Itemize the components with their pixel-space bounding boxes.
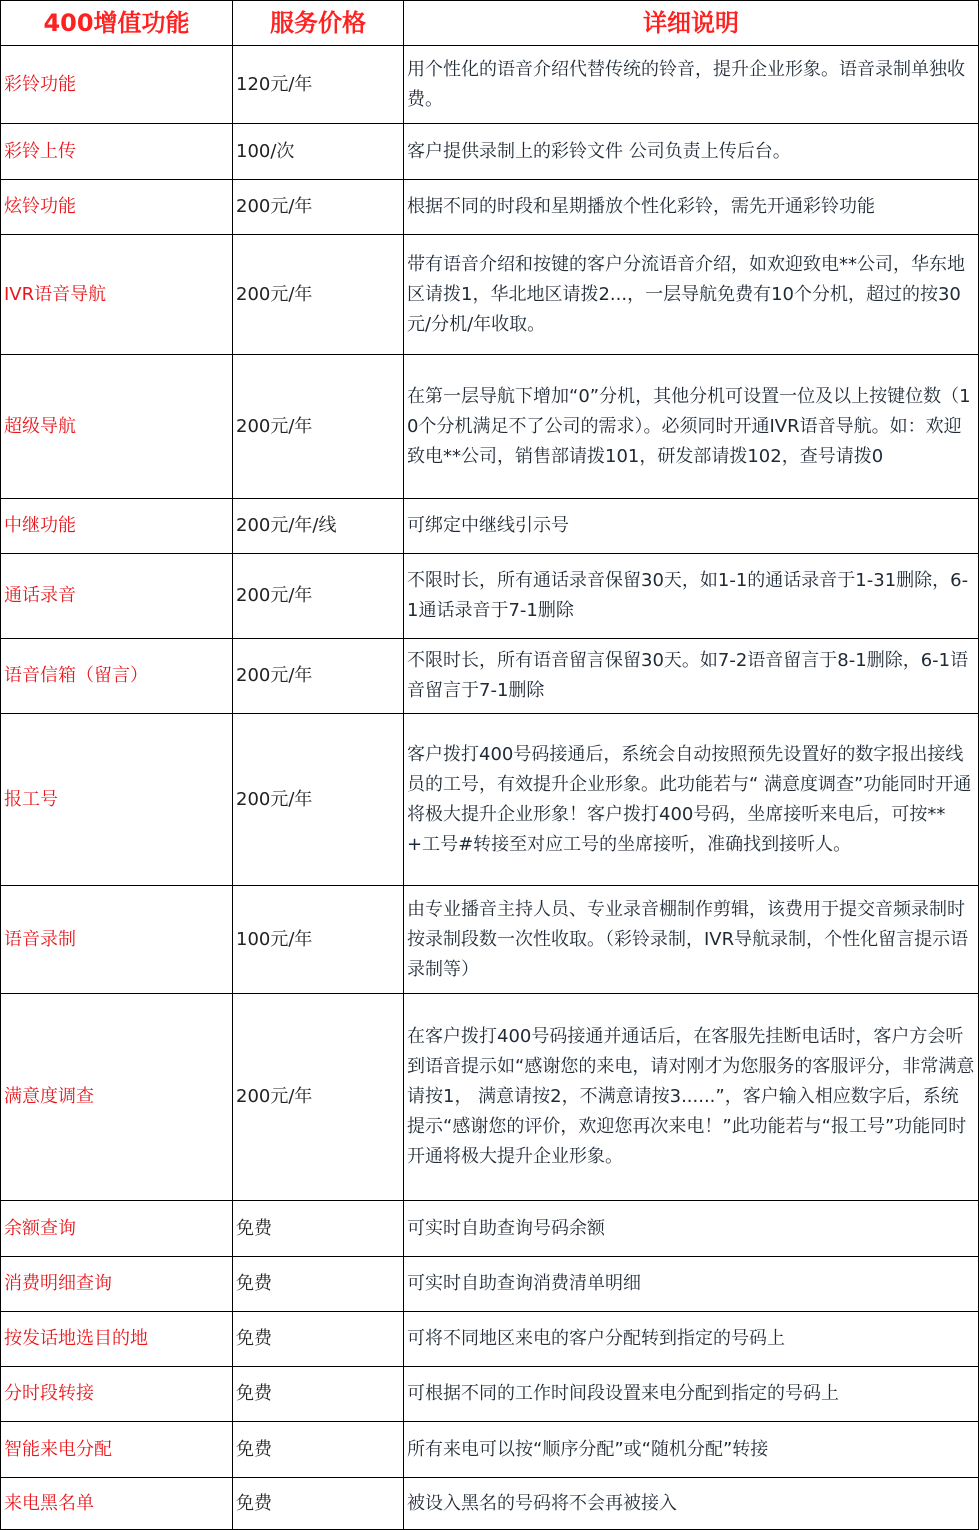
feature-price: 200元/年 — [233, 994, 404, 1201]
feature-name: IVR语音导航 — [1, 235, 233, 355]
feature-description: 可将不同地区来电的客户分配转到指定的号码上 — [404, 1312, 979, 1367]
feature-price: 免费 — [233, 1201, 404, 1257]
feature-price: 200元/年 — [233, 355, 404, 499]
table-row — [1, 1367, 979, 1422]
feature-name: 按发话地选目的地 — [1, 1312, 233, 1367]
feature-name: 超级导航 — [1, 355, 233, 499]
feature-description: 在客户拨打400号码接通并通话后，在客服先挂断电话时，客户方会听到语音提示如“感谢您的来电，请对刚才为您服务的客服评分，非常满意请按1， 满意请按2，不满意请按3......”，客户输入相应数字后，系统提示“感谢您的评价，欢迎您再次来电！”此功能若与“报工号”功能同时开通将极大提升企业形象。 — [404, 994, 979, 1201]
feature-description: 由专业播音主持人员、专业录音棚制作剪辑，该费用于提交音频录制时按录制段数一次性收取。（彩铃录制，IVR导航录制，个性化留言提示语录制等） — [404, 886, 979, 994]
feature-name: 来电黑名单 — [1, 1478, 233, 1530]
feature-description: 可根据不同的工作时间段设置来电分配到指定的号码上 — [404, 1367, 979, 1422]
table-row — [1, 1478, 979, 1530]
feature-description: 客户提供录制上的彩铃文件 公司负责上传后台。 — [404, 124, 979, 180]
feature-name: 通话录音 — [1, 554, 233, 639]
feature-price: 免费 — [233, 1478, 404, 1530]
feature-description: 可实时自助查询消费清单明细 — [404, 1257, 979, 1312]
header-detail: 详细说明 — [404, 1, 979, 46]
feature-description: 所有来电可以按“顺序分配”或“随机分配”转接 — [404, 1422, 979, 1478]
feature-name: 中继功能 — [1, 499, 233, 554]
feature-price: 免费 — [233, 1367, 404, 1422]
table-row — [1, 1257, 979, 1312]
feature-name: 炫铃功能 — [1, 180, 233, 235]
feature-price: 免费 — [233, 1312, 404, 1367]
table-row — [1, 1312, 979, 1367]
table-row — [1, 355, 979, 499]
feature-name: 消费明细查询 — [1, 1257, 233, 1312]
feature-price: 200元/年 — [233, 639, 404, 714]
feature-name: 余额查询 — [1, 1201, 233, 1257]
feature-price: 200元/年 — [233, 180, 404, 235]
feature-price: 100元/年 — [233, 886, 404, 994]
feature-description: 不限时长，所有语音留言保留30天。如7-2语音留言于8-1删除，6-1语音留言于7-1删除 — [404, 639, 979, 714]
feature-name: 智能来电分配 — [1, 1422, 233, 1478]
feature-description: 在第一层导航下增加“0”分机，其他分机可设置一位及以上按键位数（10个分机满足不了公司的需求）。必须同时开通IVR语音导航。如：欢迎致电**公司，销售部请拨101，研发部请拨102，查号请拨0 — [404, 355, 979, 499]
feature-description: 用个性化的语音介绍代替传统的铃音，提升企业形象。语音录制单独收费。 — [404, 46, 979, 124]
feature-name: 语音录制 — [1, 886, 233, 994]
feature-name: 彩铃上传 — [1, 124, 233, 180]
table-row — [1, 1422, 979, 1478]
feature-price: 200元/年 — [233, 714, 404, 886]
table-row — [1, 554, 979, 639]
table-row — [1, 994, 979, 1201]
feature-price: 200元/年 — [233, 235, 404, 355]
table-row — [1, 180, 979, 235]
feature-name: 满意度调查 — [1, 994, 233, 1201]
header-feature: 400增值功能 — [1, 1, 233, 46]
table-row — [1, 499, 979, 554]
feature-name: 彩铃功能 — [1, 46, 233, 124]
table-row — [1, 235, 979, 355]
feature-price: 免费 — [233, 1257, 404, 1312]
feature-name: 分时段转接 — [1, 1367, 233, 1422]
table-row — [1, 1201, 979, 1257]
table-row — [1, 46, 979, 124]
table-row — [1, 886, 979, 994]
feature-description: 带有语音介绍和按键的客户分流语音介绍，如欢迎致电**公司，华东地区请拨1，华北地区请拨2...，一层导航免费有10个分机，超过的按30元/分机/年收取。 — [404, 235, 979, 355]
feature-price: 200元/年 — [233, 554, 404, 639]
header-price: 服务价格 — [233, 1, 404, 46]
table-row — [1, 639, 979, 714]
feature-description: 可绑定中继线引示号 — [404, 499, 979, 554]
feature-description: 客户拨打400号码接通后，系统会自动按照预先设置好的数字报出接线员的工号，有效提升企业形象。此功能若与“ 满意度调查”功能同时开通将极大提升企业形象！客户拨打400号码，坐席接听来电后，可按**+工号#转接至对应工号的坐席接听，准确找到接听人。 — [404, 714, 979, 886]
feature-price: 120元/年 — [233, 46, 404, 124]
feature-description: 不限时长，所有通话录音保留30天，如1-1的通话录音于1-31删除，6-1通话录音于7-1删除 — [404, 554, 979, 639]
table-row — [1, 714, 979, 886]
feature-description: 根据不同的时段和星期播放个性化彩铃，需先开通彩铃功能 — [404, 180, 979, 235]
header-row — [1, 1, 979, 46]
feature-description: 可实时自助查询号码余额 — [404, 1201, 979, 1257]
feature-price: 免费 — [233, 1422, 404, 1478]
table-row — [1, 124, 979, 180]
feature-description: 被设入黑名的号码将不会再被接入 — [404, 1478, 979, 1530]
feature-name: 报工号 — [1, 714, 233, 886]
feature-price: 100/次 — [233, 124, 404, 180]
feature-name: 语音信箱（留言） — [1, 639, 233, 714]
feature-price: 200元/年/线 — [233, 499, 404, 554]
